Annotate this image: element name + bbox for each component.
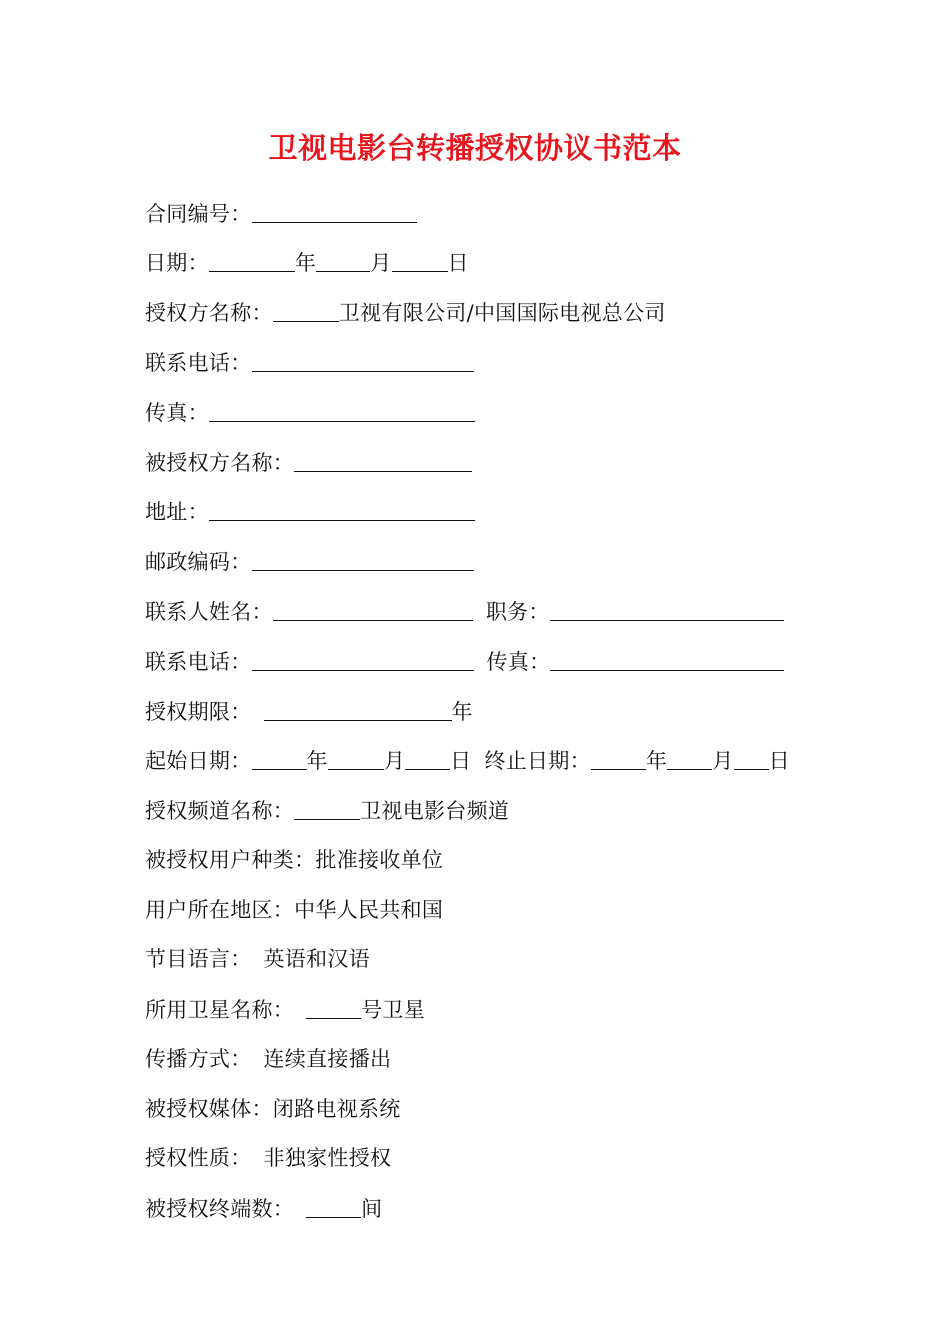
end-year-unit: 年 [645, 749, 668, 773]
date-month-unit: 月 [370, 251, 392, 275]
language-value: 英语和汉语 [263, 947, 370, 971]
user-type-row [145, 845, 443, 875]
date-day-unit: 日 [447, 251, 469, 275]
nature-row [145, 1143, 391, 1173]
channel-blank[interactable] [294, 797, 360, 820]
position-blank[interactable] [550, 598, 784, 621]
user-region-text: 用户所在地区：中华人民共和国 [145, 898, 444, 922]
media-row [145, 1094, 401, 1124]
phone-blank[interactable] [252, 349, 474, 372]
postcode-blank[interactable] [252, 548, 474, 571]
date-year-blank[interactable] [209, 249, 295, 272]
contract-number-blank[interactable] [252, 200, 417, 223]
position-label: 职务： [485, 600, 550, 624]
phone-fax-row [145, 646, 784, 677]
grantor-value: 卫视有限公司/中国国际电视总公司 [338, 301, 666, 325]
contact-name-blank[interactable] [273, 598, 473, 621]
grantee-blank[interactable] [294, 449, 472, 472]
grantor-row [145, 297, 666, 328]
contract-number-row [145, 198, 417, 229]
fax-label: 传真： [145, 401, 209, 425]
channel-value: 卫视电影台频道 [360, 799, 510, 823]
date-day-blank[interactable] [392, 249, 448, 272]
end-year-blank[interactable] [591, 747, 646, 770]
broadcast-row [145, 1044, 391, 1074]
end-month-unit: 月 [712, 749, 734, 773]
grantor-blank[interactable] [273, 299, 339, 322]
contact-name-label: 联系人姓名： [145, 600, 273, 624]
grantor-label: 授权方名称： [145, 301, 273, 325]
terminals-unit: 间 [361, 1197, 383, 1221]
address-row [145, 496, 475, 527]
contract-number-label: 合同编号： [145, 202, 252, 226]
satellite-label: 所用卫星名称： [145, 998, 295, 1022]
date-year-unit: 年 [294, 251, 317, 275]
end-day-blank[interactable] [734, 747, 769, 770]
period-row [145, 745, 790, 776]
term-label: 授权期限： [145, 700, 252, 724]
terminals-row [145, 1193, 382, 1224]
end-day-unit: 日 [768, 749, 790, 773]
fax-blank[interactable] [209, 399, 475, 422]
start-date-label: 起始日期： [145, 749, 252, 773]
phone-label: 联系电话： [145, 351, 252, 375]
language-row [145, 944, 370, 974]
fax2-blank[interactable] [550, 648, 784, 671]
phone-row [145, 347, 474, 378]
language-label: 节目语言： [145, 947, 252, 971]
fax-row [145, 397, 475, 428]
postcode-label: 邮政编码： [145, 550, 252, 574]
satellite-row [145, 994, 425, 1025]
broadcast-value: 连续直接播出 [263, 1047, 392, 1071]
channel-row [145, 795, 509, 826]
nature-value: 非独家性授权 [263, 1146, 392, 1170]
media-text: 被授权媒体：闭路电视系统 [145, 1097, 401, 1121]
broadcast-label: 传播方式： [145, 1047, 252, 1071]
document-title: 卫视电影台转播授权协议书范本 [268, 131, 682, 165]
date-row [145, 247, 469, 278]
satellite-value: 号卫星 [361, 998, 426, 1022]
term-row [145, 696, 473, 727]
start-month-unit: 月 [383, 749, 406, 773]
satellite-blank[interactable] [306, 996, 361, 1019]
phone2-label: 联系电话： [145, 650, 252, 674]
contact-row [145, 596, 784, 627]
nature-label: 授权性质： [145, 1146, 252, 1170]
channel-label: 授权频道名称： [145, 799, 295, 823]
term-unit: 年 [451, 700, 473, 724]
terminals-label: 被授权终端数： [145, 1197, 295, 1221]
end-month-blank[interactable] [667, 747, 712, 770]
postcode-row [145, 546, 474, 577]
start-day-unit: 日 [450, 749, 472, 773]
start-month-blank[interactable] [328, 747, 384, 770]
grantee-label: 被授权方名称： [145, 451, 295, 475]
date-label: 日期： [145, 251, 209, 275]
term-blank[interactable] [264, 698, 452, 721]
address-blank[interactable] [209, 498, 475, 521]
start-year-unit: 年 [306, 749, 328, 773]
phone2-blank[interactable] [252, 648, 474, 671]
user-type-text: 被授权用户种类：批准接收单位 [145, 848, 444, 872]
start-year-blank[interactable] [252, 747, 307, 770]
date-month-blank[interactable] [316, 249, 370, 272]
fax2-label: 传真： [486, 650, 551, 674]
user-region-row [145, 895, 443, 925]
end-date-label: 终止日期： [484, 749, 591, 773]
terminals-blank[interactable] [306, 1195, 361, 1218]
start-day-blank[interactable] [405, 747, 450, 770]
address-label: 地址： [145, 500, 209, 524]
grantee-row [145, 447, 472, 478]
